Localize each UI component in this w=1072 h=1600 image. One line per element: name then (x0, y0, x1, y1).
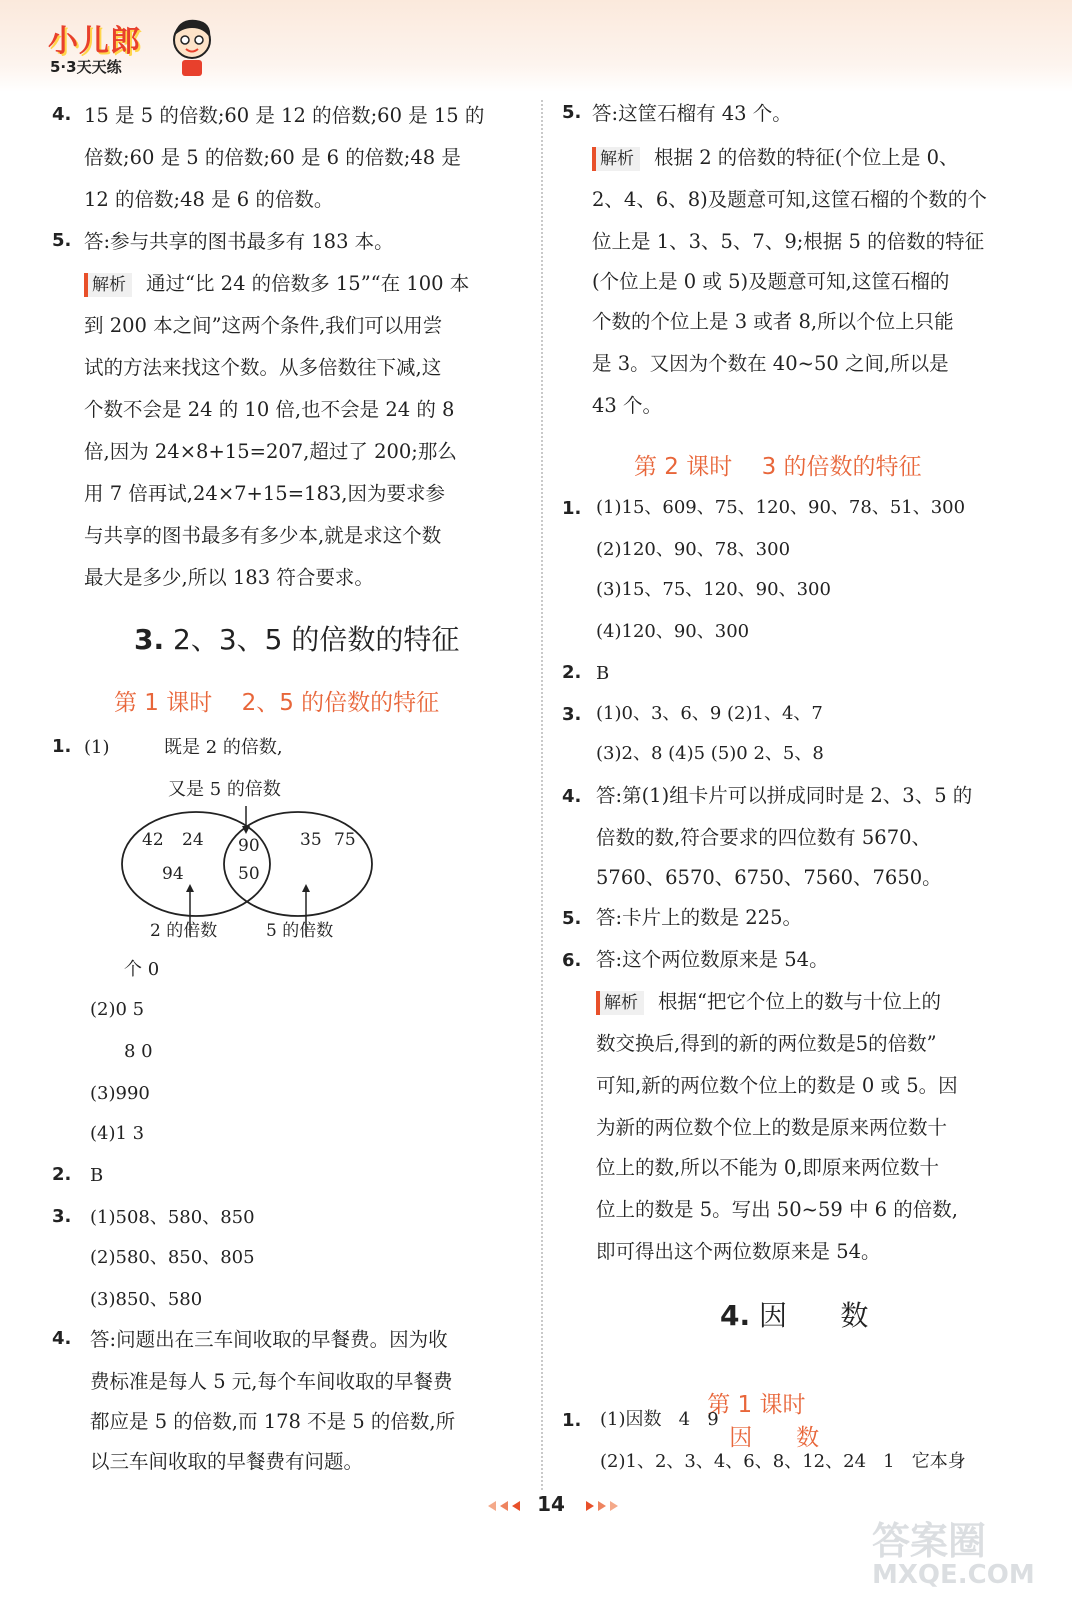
answer-line: 答:参与共享的图书最多有 183 本。 (84, 230, 394, 253)
question-number: 5. (562, 908, 582, 929)
analysis-line: 为新的两位数个位上的数是原来两位数十 (596, 1116, 948, 1139)
analysis-line: 最大是多少,所以 183 符合要求。 (84, 566, 374, 589)
analysis-line: 个数的个位上是 3 或者 8,所以个位上只能 (592, 310, 954, 333)
analysis-line: 与共享的图书最多有多少本,就是求这个数 (84, 524, 442, 547)
lesson-text: 3 的倍数的特征 (761, 454, 922, 480)
answer-line: 12 的倍数;48 是 6 的倍数。 (84, 188, 334, 211)
venn-caption: 既是 2 的倍数, (164, 737, 283, 758)
answer-line: 答:卡片上的数是 225。 (596, 906, 802, 929)
lesson-label: 第 1 课时 (707, 1392, 806, 1418)
venn-value: 35 (300, 830, 322, 850)
answer-line: 以三车间收取的早餐费有问题。 (90, 1450, 364, 1473)
answer-line: (1)因数 4 9 (600, 1409, 719, 1430)
analysis-line: 位上的数,所以不能为 0,即原来两位数十 (596, 1156, 940, 1179)
question-number: 6. (562, 950, 582, 971)
lesson-text: 因 数 (729, 1425, 820, 1451)
answer-line: (4)1 3 (90, 1123, 145, 1144)
analysis-tag: 解析 (84, 273, 132, 297)
answer-line: (3)2、8 (4)5 (5)0 2、5、8 (596, 743, 824, 764)
answer-line: 5760、6570、6750、7560、7650。 (596, 866, 942, 889)
analysis-line: 用 7 倍再试,24×7+15=183,因为要求参 (84, 482, 445, 505)
analysis-line: 根据“把它个位上的数与十位上的 (658, 990, 941, 1013)
section-title (720, 1294, 868, 1334)
analysis-line: (个位上是 0 或 5)及题意可知,这筐石榴的 (592, 270, 950, 293)
venn-value: 90 (238, 836, 260, 856)
question-number: 2. (52, 1164, 72, 1185)
answer-line: 答:问题出在三车间收取的早餐费。因为收 (90, 1328, 448, 1351)
answer-line: (3)990 (90, 1083, 150, 1104)
watermark (872, 1510, 1062, 1594)
answer-line: 15 是 5 的倍数;60 是 12 的倍数;60 是 15 的 (84, 104, 485, 127)
venn-value: 24 (182, 830, 204, 850)
watermark-bottom: MXQE.COM (872, 1560, 1035, 1590)
analysis-line: 是 3。又因为个数在 40~50 之间,所以是 (592, 352, 949, 375)
prev-arrows-icon (486, 1498, 526, 1514)
question-number: 4. (52, 1328, 72, 1349)
analysis-line: 2、4、6、8)及题意可知,这筐石榴的个数的个 (592, 188, 987, 211)
next-arrows-icon (584, 1498, 624, 1514)
answer-line: (1) (84, 737, 110, 758)
analysis-line: 倍,因为 24×8+15=207,超过了 200;那么 (84, 440, 457, 463)
analysis-line: 试的方法来找这个数。从多倍数往下减,这 (84, 356, 442, 379)
answer-line: (2)120、90、78、300 (596, 539, 791, 560)
answer-line: 倍数;60 是 5 的倍数;60 是 6 的倍数;48 是 (84, 146, 461, 169)
section-number: 3. (134, 623, 165, 656)
question-number: 5. (52, 230, 72, 251)
section-number: 4. (720, 1299, 751, 1332)
question-number: 3. (562, 704, 582, 725)
question-number: 1. (562, 1410, 582, 1431)
analysis-tag: 解析 (596, 991, 644, 1015)
section-text: 2、3、5 的倍数的特征 (173, 623, 460, 656)
lesson-title (634, 448, 922, 481)
question-number: 4. (562, 786, 582, 807)
analysis-line: 根据 2 的倍数的特征(个位上是 0、 (654, 146, 959, 169)
answer-line: B (596, 663, 610, 684)
answer-line: (1)508、580、850 (90, 1207, 255, 1228)
answer-line: B (90, 1165, 104, 1186)
column-divider (541, 100, 543, 1490)
answer-line: (3)850、580 (90, 1289, 203, 1310)
question-number: 5. (562, 102, 582, 123)
venn-set-label: 5 的倍数 (266, 921, 334, 941)
answer-line: 答:第(1)组卡片可以拼成同时是 2、3、5 的 (596, 784, 973, 807)
analysis-line: 个数不会是 24 的 10 倍,也不会是 24 的 8 (84, 398, 455, 421)
section-text: 因 数 (759, 1299, 869, 1332)
mascot-icon (166, 16, 218, 78)
question-number: 1. (562, 498, 582, 519)
brand-name: 小儿郎 (48, 24, 141, 59)
venn-value: 50 (238, 864, 260, 884)
analysis-line: 到 200 本之间”这两个条件,我们可以用尝 (84, 314, 443, 337)
analysis-line: 可知,新的两位数个位上的数是 0 或 5。因 (596, 1074, 958, 1097)
question-number: 2. (562, 662, 582, 683)
answer-line: (1)0、3、6、9 (2)1、4、7 (596, 703, 823, 724)
venn-value: 94 (162, 864, 184, 884)
answer-line: (2)580、850、805 (90, 1247, 255, 1268)
answer-line: 费标准是每人 5 元,每个车间收取的早餐费 (90, 1370, 453, 1393)
venn-set-label: 2 的倍数 (150, 921, 218, 941)
analysis-line: 即可得出这个两位数原来是 54。 (596, 1240, 881, 1263)
answer-line: (3)15、75、120、90、300 (596, 579, 831, 600)
section-title (134, 618, 459, 658)
answer-line: 答:这筐石榴有 43 个。 (592, 102, 792, 125)
brand-logo (48, 16, 218, 82)
venn-value: 75 (334, 830, 356, 850)
brand-subtitle: 5·3天天练 (50, 58, 122, 76)
question-number: 4. (52, 104, 72, 125)
answer-line: 都应是 5 的倍数,而 178 不是 5 的倍数,所 (90, 1410, 456, 1433)
lesson-title (114, 684, 439, 717)
answer-line: (2)1、2、3、4、6、8、12、24 1 它本身 (600, 1451, 966, 1472)
answer-line: 倍数的数,符合要求的四位数有 5670、 (596, 826, 932, 849)
analysis-tag: 解析 (592, 147, 640, 171)
answer-line: (4)120、90、300 (596, 621, 750, 642)
lesson-label: 第 2 课时 (634, 454, 733, 480)
watermark-top: 答案圈 (872, 1519, 987, 1563)
page-number: 14 (537, 1492, 565, 1516)
answer-line: 8 0 (124, 1041, 153, 1062)
answer-line: (2)0 5 (90, 999, 145, 1020)
analysis-line: 43 个。 (592, 394, 663, 417)
lesson-label: 第 1 课时 (114, 690, 213, 716)
analysis-line: 通过“比 24 的倍数多 15”“在 100 本 (146, 272, 470, 295)
analysis-line: 位上的数是 5。写出 50~59 中 6 的倍数, (596, 1198, 958, 1221)
venn-value: 42 (142, 830, 164, 850)
question-number: 3. (52, 1206, 72, 1227)
answer-line: (1)15、609、75、120、90、78、51、300 (596, 497, 966, 518)
question-number: 1. (52, 736, 72, 757)
analysis-line: 数交换后,得到的新的两位数是5的倍数” (596, 1032, 937, 1055)
answer-line: 个 0 (124, 959, 160, 980)
lesson-text: 2、5 的倍数的特征 (241, 690, 440, 716)
venn-caption: 又是 5 的倍数 (168, 779, 281, 800)
analysis-line: 位上是 1、3、5、7、9;根据 5 的倍数的特征 (592, 230, 985, 253)
answer-line: 答:这个两位数原来是 54。 (596, 948, 829, 971)
